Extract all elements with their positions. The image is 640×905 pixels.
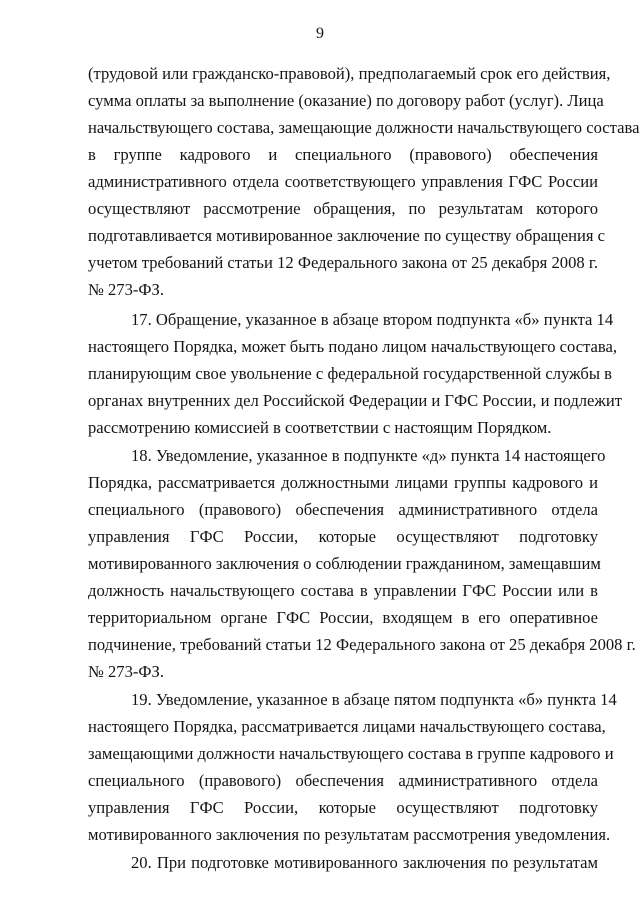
text-line: должность начальствующего состава в управлении ГФС России или в: [88, 581, 598, 600]
text-line: Порядка, рассматривается должностными лицами группы кадрового и: [88, 473, 598, 492]
text-line: в группе кадрового и специального (правового) обеспечения: [88, 145, 598, 164]
text-line: подчинение, требований статьи 12 Федерального закона от 25 декабря 2008 г.: [88, 635, 636, 654]
text-line: осуществляют рассмотрение обращения, по результатам которого: [88, 199, 598, 218]
text-line: территориальном органе ГФС России, входящем в его оперативное: [88, 608, 598, 627]
text-line: № 273-ФЗ.: [88, 662, 164, 681]
text-line: подготавливается мотивированное заключение по существу обращения с: [88, 226, 606, 245]
text-line: замещающими должности начальствующего состава в группе кадрового и: [88, 744, 614, 763]
text-line: административного отдела соответствующего управления ГФС России: [88, 172, 598, 191]
paragraph-20-start: 20. При подготовке мотивированного заключения по результатам: [131, 853, 598, 872]
text-line: настоящего Порядка, может быть подано лицом начальствующего состава,: [88, 337, 618, 356]
text-line: управления ГФС России, которые осуществляют подготовку: [88, 798, 598, 817]
text-line: специального (правового) обеспечения административного отдела: [88, 771, 598, 790]
text-line: управления ГФС России, которые осуществляют подготовку: [88, 527, 598, 546]
text-line: настоящего Порядка, рассматривается лицами начальствующего состава,: [88, 717, 606, 736]
text-line: мотивированного заключения по результатам рассмотрения уведомления.: [88, 825, 611, 844]
text-line: № 273-ФЗ.: [88, 280, 164, 299]
page-number: 9: [316, 25, 324, 42]
text-line: рассмотрению комиссией в соответствии с настоящим Порядком.: [88, 418, 552, 437]
text-line: планирующим свое увольнение с федеральной государственной службы в: [88, 364, 612, 383]
text-line: сумма оплаты за выполнение (оказание) по договору работ (услуг). Лица: [88, 91, 604, 110]
text-line: органах внутренних дел Российской Федерации и ГФС России, и подлежит: [88, 391, 623, 410]
text-line: учетом требований статьи 12 Федерального закона от 25 декабря 2008 г.: [88, 253, 598, 272]
text-line: мотивированного заключения о соблюдении гражданином, замещавшим: [88, 554, 601, 573]
text-line: начальствующего состава, замещающие должности начальствующего состава: [88, 118, 640, 137]
text-line: специального (правового) обеспечения административного отдела: [88, 500, 598, 519]
paragraph-17-start: 17. Обращение, указанное в абзаце втором подпункта «б» пункта 14: [131, 310, 614, 329]
text-line: (трудовой или гражданско-правовой), предполагаемый срок его действия,: [88, 64, 611, 83]
paragraph-18-start: 18. Уведомление, указанное в подпункте «д» пункта 14 настоящего: [131, 446, 606, 465]
paragraph-19-start: 19. Уведомление, указанное в абзаце пятом подпункта «б» пункта 14: [131, 690, 617, 709]
